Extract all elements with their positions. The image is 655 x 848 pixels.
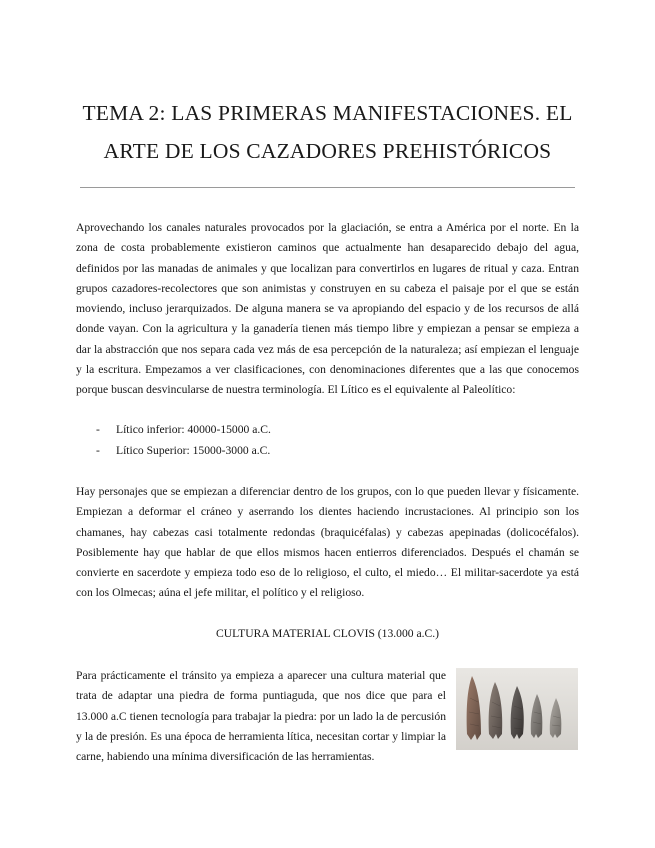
title-line-1: TEMA 2: LAS PRIMERAS MANIFESTACIONES. EL — [82, 101, 573, 125]
list-item-text: Lítico Superior: 15000-3000 a.C. — [116, 444, 271, 457]
period-list — [96, 419, 576, 461]
list-item — [96, 419, 576, 440]
paragraph-intro: Aprovechando los canales naturales provocados por la glaciación, se entra a América por el norte. En la zona de costa probablemente existieron caminos que actualmente han desaparecido debajo del agua, definidos por las manadas de animales y que localizan para convertirlos en lugares de ritual y caza. Entran grupos cazadores-recolectores que son animistas y construyen en su cabeza el paisaje por el que se están moviendo, incluso jerarquizados. De alguna manera se va apropiando del espacio y de los recursos de allá donde vayan. Con la agricultura y la ganadería tienen más tiempo libre y empiezan a pensar se empieza a dar la abstracción que nos separa cada vez más de esa percepción de la naturaleza; así empiezan el lenguaje y la escritura. Empezamos a ver clasificaciones, con denominaciones diferentes que a las que conocemos porque buscan desvincularse de nuestra terminología. El Lítico es el equivalente al Paleolítico: — [76, 221, 579, 397]
section-heading: CULTURA MATERIAL CLOVIS (13.000 a.C.) — [216, 627, 439, 640]
bullet-dash: - — [96, 423, 100, 436]
list-item — [96, 440, 576, 461]
paragraph-clovis: Para prácticamente el tránsito ya empieza a aparecer una cultura material que trata de adaptar una piedra de forma puntiaguda, que nos dice que para el 13.000 a.C tienen tecnología para trabajar la piedra: por un lado la de percusión y la de presión. Es una época de herramienta lítica, necesitan cortar y limpiar la carne, habiendo una mínima diversificación de las herramientas. — [76, 669, 446, 764]
list-item-text: Lítico inferior: 40000-15000 a.C. — [116, 423, 271, 436]
bullet-dash: - — [96, 444, 100, 457]
title-divider — [80, 187, 575, 188]
clovis-points-photo — [456, 668, 578, 750]
title-line-2: ARTE DE LOS CAZADORES PREHISTÓRICOS — [103, 139, 552, 163]
paragraph-personajes: Hay personajes que se empiezan a diferenciar dentro de los grupos, con lo que pueden llevar y físicamente. Empiezan a deformar el cráneo y aserrando los dientes haciendo incrustaciones. Al principio son los chamanes, hay cabezas casi totalmente redondas (braquicéfalas) y cabezas apepinadas (dolicocéfalos). Posiblemente hay que hablar de que ellos mismos hacen entierros diferenciados. Después el chamán se convierte en sacerdote y empieza todo eso de lo religioso, el culto, el miedo… El militar-sacerdote ya está con los Olmecas; aúna el jefe militar, el político y el religioso. — [76, 485, 579, 600]
